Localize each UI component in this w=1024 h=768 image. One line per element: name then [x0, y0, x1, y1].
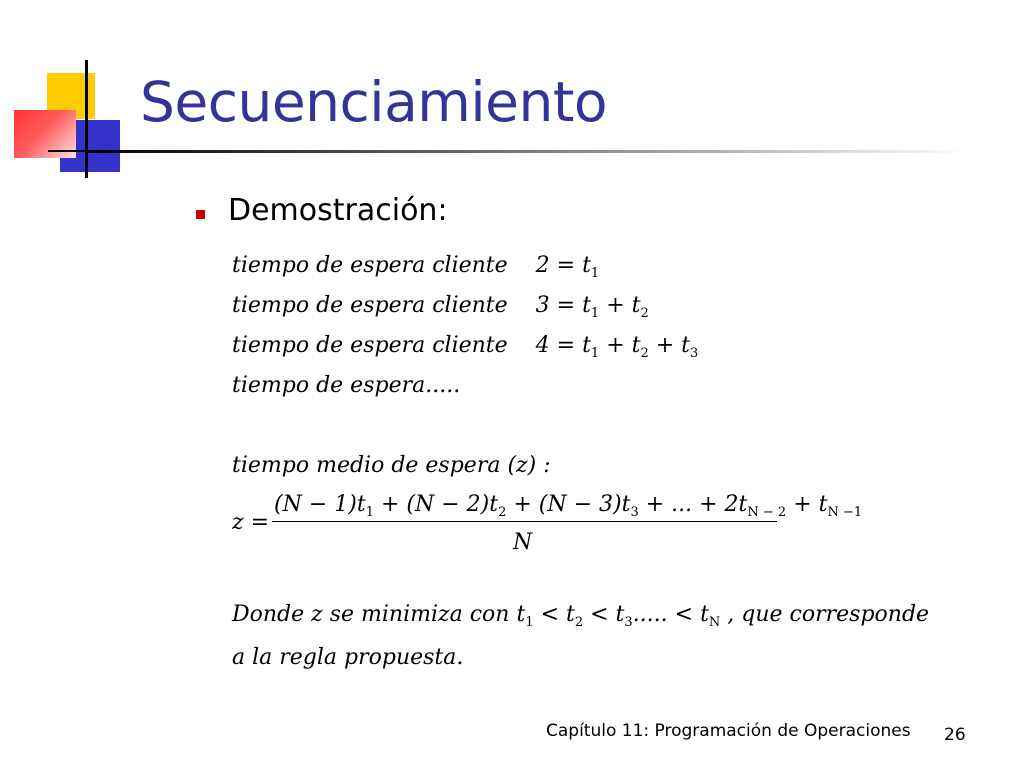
num-sub-2: 2: [498, 505, 507, 520]
slide-title: Secuenciamiento: [140, 70, 608, 134]
line2-expr-a: 3 = t: [535, 293, 591, 318]
line1-text: tiempo de espera cliente: [232, 253, 508, 278]
conclusion-sub-2: 2: [574, 615, 584, 630]
bullet-heading: Demostración:: [228, 193, 448, 228]
line3-sub-c: 3: [690, 346, 699, 361]
line2-sub-a: 1: [590, 306, 600, 321]
line3-sub-a: 1: [590, 346, 600, 361]
line3-sub-b: 2: [640, 346, 649, 361]
num-part-8: + t: [786, 492, 828, 517]
num-part-4: + (N − 3)t: [506, 492, 631, 517]
line2-sub-b: 2: [640, 306, 649, 321]
title-underline: [88, 150, 968, 153]
line1-sub: 1: [590, 266, 600, 281]
fraction-denominator: N: [513, 530, 533, 555]
equation-line-1: [232, 253, 599, 281]
logo-vertical-line: [85, 60, 88, 178]
line2-expr-b: + t: [599, 293, 641, 318]
slide-footer: Capítulo 11: Programación de Operaciones: [546, 721, 911, 741]
equation-line-3: [232, 333, 698, 361]
num-part-6: + ... + 2t: [638, 492, 748, 517]
conclusion-line-2: a la regla propuesta.: [232, 645, 464, 670]
num-part-0: (N − 1)t: [274, 492, 366, 517]
conclusion-b: < t: [533, 602, 575, 627]
equation-line-4: tiempo de espera.....: [232, 373, 461, 398]
line2-text: tiempo de espera cliente: [232, 293, 508, 318]
conclusion-e: , que corresponde: [720, 602, 930, 627]
line3-expr-c: + t: [648, 333, 691, 358]
conclusion-sub-1: 1: [525, 615, 534, 630]
num-sub-1: 1: [365, 505, 374, 520]
conclusion-d: ..... < t: [632, 602, 709, 627]
z-label: z =: [232, 510, 270, 535]
num-sub-3: 3: [630, 505, 639, 520]
line1-expr: 2 = t: [535, 253, 591, 278]
conclusion-a: Donde z se minimiza con t: [232, 602, 526, 627]
fraction-numerator: [274, 492, 862, 520]
line3-text: tiempo de espera cliente: [232, 333, 508, 358]
page-number: 26: [944, 725, 966, 745]
line3-expr-a: 4 = t: [535, 333, 591, 358]
equation-line-2: [232, 293, 649, 321]
line3-expr-b: + t: [599, 333, 641, 358]
num-sub-n2: N − 2: [747, 505, 787, 520]
fraction-bar: [272, 521, 777, 522]
conclusion-line-1: [232, 602, 929, 630]
mean-wait-label: tiempo medio de espera (z) :: [232, 453, 551, 478]
conclusion-sub-n: N: [708, 615, 721, 630]
num-sub-n1: N −1: [827, 505, 863, 520]
conclusion-sub-3: 3: [624, 615, 633, 630]
bullet-icon: [196, 210, 205, 219]
conclusion-c: < t: [583, 602, 625, 627]
num-part-2: + (N − 2)t: [373, 492, 499, 517]
